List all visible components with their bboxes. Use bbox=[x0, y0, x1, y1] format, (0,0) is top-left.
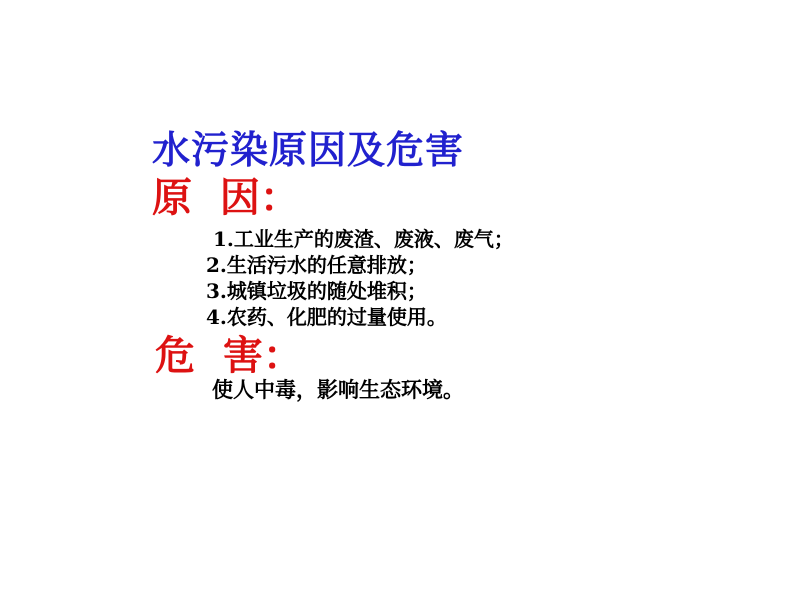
causes-heading: 原 因： bbox=[152, 174, 300, 221]
harms-text: 使人中毒，影响生态环境。 bbox=[212, 377, 464, 402]
cause-item: 3.城镇垃圾的随处堆积； bbox=[206, 279, 427, 303]
cause-item: 1.工业生产的废渣、废液、废气； bbox=[213, 227, 514, 251]
cause-item: 4.农药、化肥的过量使用。 bbox=[206, 305, 447, 329]
harms-heading: 危 害： bbox=[155, 332, 303, 379]
slide-title: 水污染原因及危害 bbox=[152, 127, 465, 172]
cause-item: 2.生活污水的任意排放； bbox=[206, 253, 427, 277]
cause-list bbox=[206, 226, 514, 330]
